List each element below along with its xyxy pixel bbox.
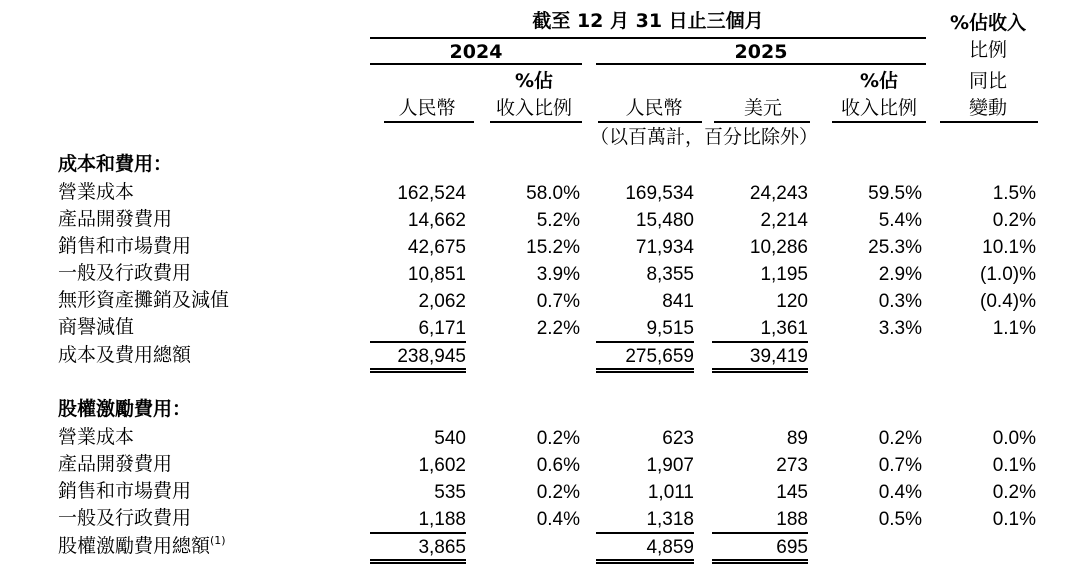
sbc-row-rmb-2024: 1,602 [418, 455, 466, 476]
sbc-total-double-rule-rmb-2025-a [596, 559, 694, 561]
cost-row-pct-2025: 59.5% [868, 183, 922, 204]
sbc-row-rmb-2025: 623 [662, 428, 694, 449]
footnote-marker: (1) [210, 534, 226, 547]
sbc-row-yoy: 0.1% [992, 455, 1036, 476]
cost-total-double-rule-2024-a [370, 368, 466, 370]
sbc-row-label: 營業成本 [58, 426, 135, 448]
pct-2025-header-line2: 收入比例 [840, 97, 917, 119]
cost-row-usd-2025: 2,214 [760, 210, 808, 231]
cost-row-label: 商譽減值 [58, 316, 135, 338]
cost-row-usd-2025: 1,361 [760, 318, 808, 339]
cost-total-rmb-2025: 275,659 [625, 346, 694, 367]
yoy-header-line1: %佔收入 [949, 12, 1027, 34]
sbc-total-rmb-2024: 3,865 [418, 537, 466, 558]
cost-row-yoy: (0.4)% [980, 291, 1036, 312]
period-header: 截至 12 月 31 日止三個月 [532, 10, 764, 32]
cost-row-rmb-2025: 71,934 [635, 237, 694, 258]
yoy-header-line3: 同比 [968, 70, 1007, 92]
rmb-2024-header-rule [384, 121, 474, 123]
sbc-section-title: 股權激勵費用： [58, 398, 192, 420]
cost-row-pct-2024: 5.2% [536, 210, 580, 231]
sbc-row-pct-2025: 0.2% [878, 428, 922, 449]
yoy-header-line2: 比例 [968, 39, 1007, 61]
period-rule [370, 37, 926, 39]
sbc-row-pct-2025: 0.5% [878, 509, 922, 530]
cost-section-title: 成本和費用： [58, 153, 173, 175]
sbc-total-label [58, 534, 226, 557]
sbc-row-rmb-2025: 1,318 [646, 509, 694, 530]
cost-row-rmb-2024: 14,662 [407, 210, 466, 231]
sbc-row-rmb-2025: 1,907 [646, 455, 694, 476]
sbc-row-usd-2025: 89 [786, 428, 808, 449]
cost-row-rmb-2025: 169,534 [625, 183, 694, 204]
cost-row-pct-2025: 5.4% [878, 210, 922, 231]
sbc-total-double-rule-2024-a [370, 559, 466, 561]
cost-total-double-rule-usd-2025-a [712, 368, 808, 370]
sbc-row-rmb-2024: 535 [434, 482, 466, 503]
cost-row-rmb-2024: 42,675 [407, 237, 466, 258]
sbc-total-label-text: 股權激勵費用總額 [58, 535, 211, 557]
sbc-row-pct-2024: 0.4% [536, 509, 580, 530]
sbc-total-double-rule-rmb-2025-b [596, 562, 694, 564]
cost-subtotal-rule-usd-2025 [712, 341, 808, 343]
cost-row-label: 一般及行政費用 [58, 262, 192, 284]
cost-row-pct-2024: 15.2% [526, 237, 580, 258]
sbc-row-pct-2024: 0.2% [536, 482, 580, 503]
sbc-total-double-rule-usd-2025-a [712, 559, 808, 561]
usd-2025-header: 美元 [743, 97, 782, 119]
sbc-total-double-rule-usd-2025-b [712, 562, 808, 564]
pct-2024-header-line2: 收入比例 [495, 97, 572, 119]
cost-row-pct-2025: 3.3% [878, 318, 922, 339]
cost-row-yoy: 1.1% [992, 318, 1036, 339]
cost-total-usd-2025: 39,419 [749, 346, 808, 367]
cost-row-yoy: 10.1% [982, 237, 1036, 258]
sbc-row-label: 產品開發費用 [58, 453, 173, 475]
cost-row-yoy: 1.5% [992, 183, 1036, 204]
sbc-row-usd-2025: 145 [776, 482, 808, 503]
cost-row-pct-2024: 2.2% [536, 318, 580, 339]
sbc-row-pct-2024: 0.2% [536, 428, 580, 449]
cost-row-pct-2024: 3.9% [536, 264, 580, 285]
sbc-row-rmb-2024: 1,188 [418, 509, 466, 530]
cost-row-rmb-2025: 841 [662, 291, 694, 312]
cost-subtotal-rule-rmb-2025 [596, 341, 694, 343]
sbc-total-double-rule-2024-b [370, 562, 466, 564]
cost-subtotal-rule-2024 [370, 341, 466, 343]
cost-row-label: 產品開發費用 [58, 208, 173, 230]
rmb-2025-header: 人民幣 [625, 97, 683, 119]
cost-row-pct-2024: 0.7% [536, 291, 580, 312]
pct-2025-header-line1: %佔 [859, 70, 899, 92]
year-2025-rule [596, 63, 926, 65]
sbc-row-pct-2025: 0.4% [878, 482, 922, 503]
sbc-subtotal-rule-2024 [370, 532, 466, 534]
cost-row-label: 無形資產攤銷及減值 [58, 289, 230, 311]
cost-row-usd-2025: 1,195 [760, 264, 808, 285]
cost-total-double-rule-rmb-2025-a [596, 368, 694, 370]
cost-row-rmb-2024: 10,851 [407, 264, 466, 285]
cost-row-pct-2025: 0.3% [878, 291, 922, 312]
sbc-row-pct-2025: 0.7% [878, 455, 922, 476]
cost-total-double-rule-2024-b [370, 371, 466, 373]
cost-row-pct-2025: 25.3% [868, 237, 922, 258]
year-2024-rule [370, 63, 582, 65]
cost-row-rmb-2025: 15,480 [635, 210, 694, 231]
pct-2024-header-rule [490, 121, 582, 123]
sbc-subtotal-rule-usd-2025 [712, 532, 808, 534]
pct-2025-header-rule [832, 121, 926, 123]
cost-row-rmb-2024: 2,062 [418, 291, 466, 312]
cost-total-double-rule-rmb-2025-b [596, 371, 694, 373]
sbc-row-usd-2025: 188 [776, 509, 808, 530]
cost-row-rmb-2024: 6,171 [418, 318, 466, 339]
rmb-2024-header: 人民幣 [398, 97, 456, 119]
yoy-header-rule [940, 121, 1038, 123]
cost-row-pct-2025: 2.9% [878, 264, 922, 285]
rmb-2025-header-rule [598, 121, 702, 123]
sbc-row-rmb-2024: 540 [434, 428, 466, 449]
sbc-total-usd-2025: 695 [776, 537, 808, 558]
cost-row-yoy: 0.2% [992, 210, 1036, 231]
cost-total-rmb-2024: 238,945 [397, 346, 466, 367]
year-2024-header: 2024 [449, 41, 503, 63]
cost-row-yoy: (1.0)% [980, 264, 1036, 285]
sbc-row-usd-2025: 273 [776, 455, 808, 476]
sbc-row-yoy: 0.1% [992, 509, 1036, 530]
sbc-row-label: 一般及行政費用 [58, 507, 192, 529]
pct-2024-header-line1: %佔 [514, 70, 554, 92]
sbc-row-rmb-2025: 1,011 [647, 482, 694, 503]
cost-row-pct-2024: 58.0% [526, 183, 580, 204]
sbc-subtotal-rule-rmb-2025 [596, 532, 694, 534]
cost-row-label: 銷售和市場費用 [58, 235, 192, 257]
sbc-total-rmb-2025: 4,859 [646, 537, 694, 558]
cost-row-rmb-2024: 162,524 [397, 183, 466, 204]
cost-row-rmb-2025: 9,515 [646, 318, 694, 339]
sbc-row-label: 銷售和市場費用 [58, 480, 192, 502]
cost-total-double-rule-usd-2025-b [712, 371, 808, 373]
yoy-header-line4: 變動 [968, 97, 1007, 119]
sbc-row-pct-2024: 0.6% [536, 455, 580, 476]
sbc-row-yoy: 0.2% [992, 482, 1036, 503]
cost-row-rmb-2025: 8,355 [646, 264, 694, 285]
year-2025-header: 2025 [734, 41, 788, 63]
cost-row-label: 營業成本 [58, 181, 135, 203]
cost-total-label: 成本及費用總額 [58, 344, 192, 366]
cost-row-usd-2025: 10,286 [749, 237, 808, 258]
unit-note: （以百萬計，百分比除外） [589, 126, 818, 148]
usd-2025-header-rule [714, 121, 810, 123]
sbc-row-yoy: 0.0% [992, 428, 1036, 449]
cost-row-usd-2025: 120 [776, 291, 808, 312]
cost-row-usd-2025: 24,243 [749, 183, 808, 204]
